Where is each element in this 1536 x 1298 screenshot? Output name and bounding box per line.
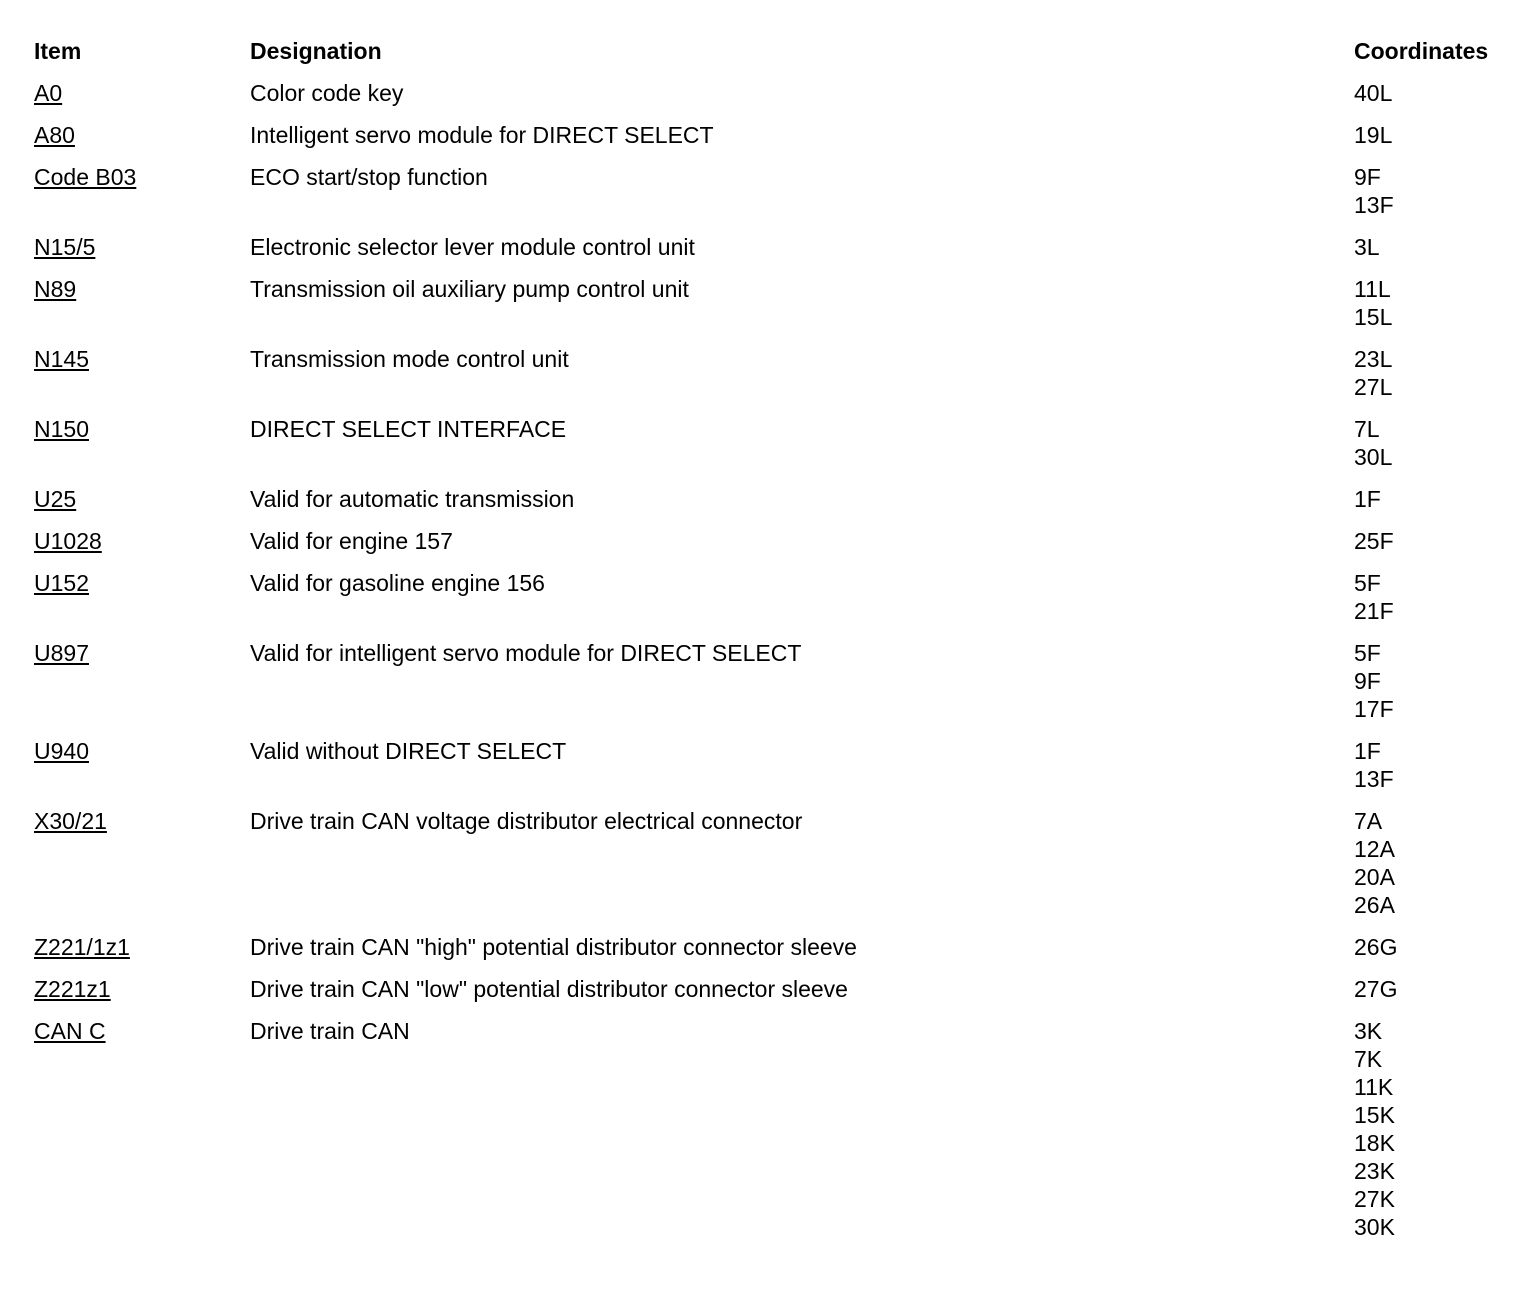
designation-cell: Transmission oil auxiliary pump control unit — [250, 276, 689, 302]
coordinate-list — [1354, 345, 1514, 401]
designation-cell: Valid for automatic transmission — [250, 486, 575, 512]
table-row — [34, 275, 1514, 345]
coordinate-list — [1354, 975, 1514, 1003]
coordinate-value: 18K — [1354, 1130, 1395, 1156]
table-row — [34, 233, 1514, 275]
coordinates-cell — [1354, 737, 1514, 807]
designation-cell: Drive train CAN "low" potential distributor connector sleeve — [250, 976, 848, 1002]
coordinate-value: 12A — [1354, 836, 1395, 862]
table-row — [34, 639, 1514, 737]
coordinates-cell — [1354, 275, 1514, 345]
coordinates-cell — [1354, 807, 1514, 933]
coordinate-list — [1354, 1017, 1514, 1241]
designation-cell: Drive train CAN voltage distributor electrical connector — [250, 808, 803, 834]
coordinate-value: 1F — [1354, 486, 1381, 512]
coordinate-value: 11K — [1354, 1074, 1394, 1100]
coordinate-list — [1354, 121, 1514, 149]
table-row — [34, 79, 1514, 121]
coordinates-cell — [1354, 79, 1514, 121]
item-link[interactable]: A80 — [34, 122, 75, 148]
item-link[interactable]: X30/21 — [34, 808, 107, 834]
table-row — [34, 163, 1514, 233]
coordinate-value: 17F — [1354, 696, 1394, 722]
coordinate-value: 5F — [1354, 640, 1381, 666]
legend-body — [34, 79, 1514, 1255]
item-link[interactable]: N145 — [34, 346, 89, 372]
coordinate-list — [1354, 569, 1514, 625]
coordinate-list — [1354, 79, 1514, 107]
designation-cell: ECO start/stop function — [250, 164, 488, 190]
coordinate-value: 15L — [1354, 304, 1393, 330]
item-cell — [34, 415, 250, 485]
item-link[interactable]: A0 — [34, 80, 63, 106]
item-cell — [34, 569, 250, 639]
coordinate-value: 23L — [1354, 346, 1393, 372]
table-row — [34, 569, 1514, 639]
item-link[interactable]: U25 — [34, 486, 77, 512]
coordinates-cell — [1354, 415, 1514, 485]
item-link[interactable]: N150 — [34, 416, 89, 442]
coordinates-cell — [1354, 345, 1514, 415]
coordinate-value: 7A — [1354, 808, 1383, 834]
designation-cell: Valid for engine 157 — [250, 528, 453, 554]
coordinate-value: 27G — [1354, 976, 1398, 1002]
table-row — [34, 933, 1514, 975]
coordinate-list — [1354, 933, 1514, 961]
coordinate-value: 25F — [1354, 528, 1394, 554]
table-row — [34, 737, 1514, 807]
item-cell — [34, 233, 250, 275]
component-legend-table — [34, 37, 1514, 1255]
column-header-item: Item — [34, 38, 82, 64]
table-row — [34, 415, 1514, 485]
item-cell — [34, 933, 250, 975]
column-header-coordinates: Coordinates — [1354, 38, 1489, 64]
header-row — [34, 37, 1514, 79]
coordinates-cell — [1354, 639, 1514, 737]
coordinate-value: 9F — [1354, 668, 1381, 694]
item-cell — [34, 275, 250, 345]
coordinate-value: 7K — [1354, 1046, 1383, 1072]
coordinate-value: 5F — [1354, 570, 1381, 596]
coordinate-value: 3K — [1354, 1018, 1383, 1044]
table-row — [34, 527, 1514, 569]
coordinate-list — [1354, 275, 1514, 331]
item-cell — [34, 527, 250, 569]
designation-cell: Drive train CAN "high" potential distributor connector sleeve — [250, 934, 857, 960]
item-link[interactable]: CAN C — [34, 1018, 106, 1044]
coordinate-value: 27L — [1354, 374, 1393, 400]
item-link[interactable]: U940 — [34, 738, 89, 764]
item-link[interactable]: U897 — [34, 640, 89, 666]
item-cell — [34, 163, 250, 233]
designation-cell: Valid for gasoline engine 156 — [250, 570, 545, 596]
coordinate-value: 11L — [1354, 276, 1391, 302]
coordinate-value: 21F — [1354, 598, 1394, 624]
coordinate-value: 23K — [1354, 1158, 1395, 1184]
coordinate-value: 30K — [1354, 1214, 1395, 1240]
coordinate-value: 13F — [1354, 766, 1394, 792]
table-row — [34, 121, 1514, 163]
coordinate-list — [1354, 233, 1514, 261]
coordinate-value: 19L — [1354, 122, 1393, 148]
designation-cell: Intelligent servo module for DIRECT SELECT — [250, 122, 714, 148]
designation-cell: DIRECT SELECT INTERFACE — [250, 416, 567, 442]
item-cell — [34, 975, 250, 1017]
table-row — [34, 807, 1514, 933]
coordinates-cell — [1354, 975, 1514, 1017]
column-header-designation: Designation — [250, 38, 382, 64]
coordinate-list — [1354, 163, 1514, 219]
item-cell — [34, 485, 250, 527]
coordinates-cell — [1354, 163, 1514, 233]
coordinate-list — [1354, 527, 1514, 555]
coordinates-cell — [1354, 569, 1514, 639]
item-cell — [34, 345, 250, 415]
designation-cell: Transmission mode control unit — [250, 346, 569, 372]
coordinates-cell — [1354, 527, 1514, 569]
coordinates-cell — [1354, 933, 1514, 975]
designation-cell: Electronic selector lever module control unit — [250, 234, 695, 260]
item-link[interactable]: Z221/1z1 — [34, 934, 130, 960]
coordinate-value: 7L — [1354, 416, 1380, 442]
item-link[interactable]: Code B03 — [34, 164, 137, 190]
coordinate-value: 15K — [1354, 1102, 1395, 1128]
designation-cell: Color code key — [250, 80, 404, 106]
designation-cell: Valid without DIRECT SELECT — [250, 738, 567, 764]
coordinates-cell — [1354, 1017, 1514, 1255]
item-cell — [34, 1017, 250, 1255]
coordinates-cell — [1354, 485, 1514, 527]
table-row — [34, 1017, 1514, 1255]
item-link[interactable]: U152 — [34, 570, 89, 596]
coordinates-cell — [1354, 233, 1514, 275]
coordinate-value: 26A — [1354, 892, 1395, 918]
item-cell — [34, 737, 250, 807]
coordinate-value: 1F — [1354, 738, 1381, 764]
coordinate-value: 20A — [1354, 864, 1395, 890]
coordinate-list — [1354, 485, 1514, 513]
table-row — [34, 485, 1514, 527]
coordinate-value: 13F — [1354, 192, 1394, 218]
coordinate-list — [1354, 807, 1514, 919]
designation-cell: Valid for intelligent servo module for DIRECT SELECT — [250, 640, 802, 666]
coordinate-value: 3L — [1354, 234, 1380, 260]
coordinate-value: 40L — [1354, 80, 1393, 106]
table-row — [34, 345, 1514, 415]
coordinate-value: 27K — [1354, 1186, 1395, 1212]
coordinates-cell — [1354, 121, 1514, 163]
coordinate-list — [1354, 737, 1514, 793]
item-link[interactable]: Z221z1 — [34, 976, 111, 1002]
item-cell — [34, 639, 250, 737]
coordinate-list — [1354, 415, 1514, 471]
item-cell — [34, 807, 250, 933]
coordinate-value: 30L — [1354, 444, 1393, 470]
item-link[interactable]: N89 — [34, 276, 77, 302]
coordinate-value: 9F — [1354, 164, 1381, 190]
item-link[interactable]: N15/5 — [34, 234, 96, 260]
coordinate-value: 26G — [1354, 934, 1398, 960]
item-cell — [34, 79, 250, 121]
designation-cell: Drive train CAN — [250, 1018, 410, 1044]
coordinate-list — [1354, 639, 1514, 723]
item-link[interactable]: U1028 — [34, 528, 102, 554]
table-row — [34, 975, 1514, 1017]
item-cell — [34, 121, 250, 163]
